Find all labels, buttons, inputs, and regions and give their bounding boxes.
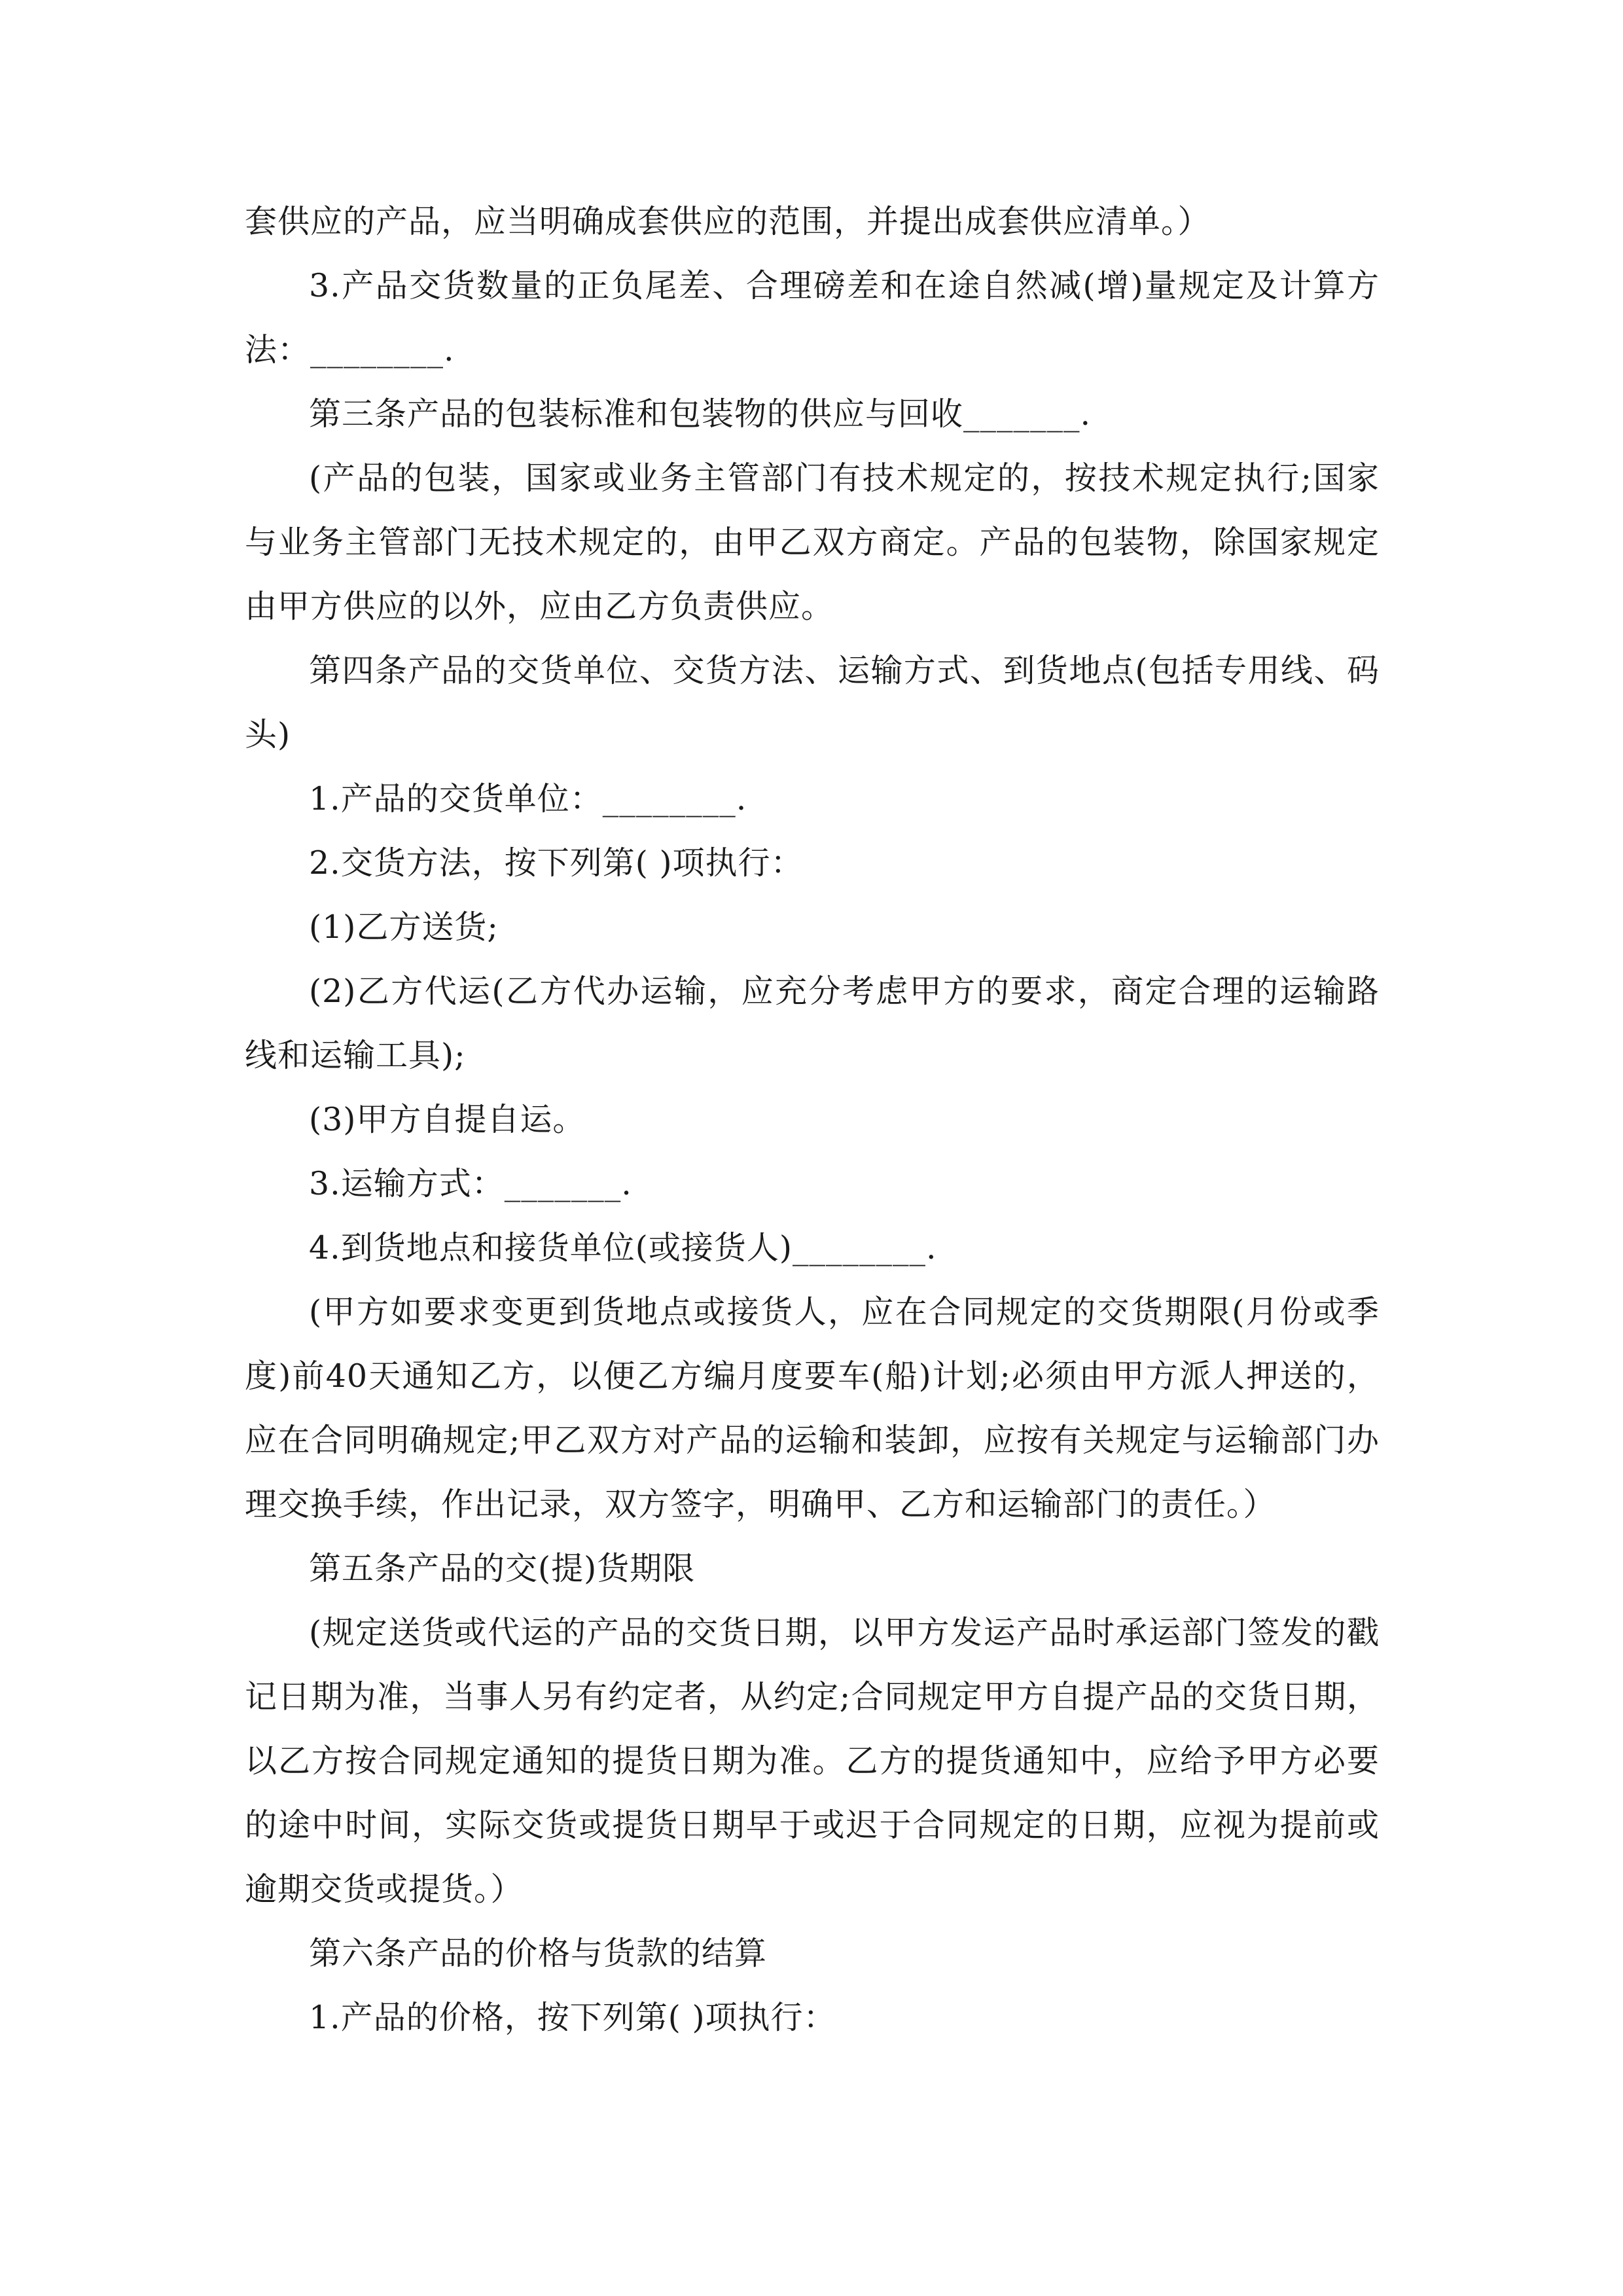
paragraph-destination: 4.到货地点和接货单位(或接货人)________. <box>309 1229 937 1266</box>
paragraph-delivery-method: 2.交货方法，按下列第( )项执行： <box>309 844 804 882</box>
paragraph-complete-supply-note: 套供应的产品，应当明确成套供应的范围，并提出成套供应清单。） <box>245 203 1211 240</box>
paragraph-option-2: (2)乙方代运(乙方代办运输，应充分考虑甲方的要求，商定合理的运输路线和运输工具); <box>245 973 1380 1074</box>
paragraph-option-3: (3)甲方自提自运。 <box>309 1101 586 1138</box>
article-5-heading: 第五条产品的交(提)货期限 <box>309 1550 696 1587</box>
article-3-heading: 第三条产品的包装标准和包装物的供应与回收_______. <box>309 395 1092 433</box>
article-6-heading: 第六条产品的价格与货款的结算 <box>309 1935 768 1972</box>
paragraph-delivery-unit: 1.产品的交货单位：________. <box>309 780 747 817</box>
document-body <box>245 190 1380 2050</box>
paragraph-packaging-note: (产品的包装，国家或业务主管部门有技术规定的，按技术规定执行;国家与业务主管部门无技术规定的，由甲乙双方商定。产品的包装物，除国家规定由甲方供应的以外，应由乙方负责供应。 <box>245 459 1380 625</box>
paragraph-delivery-date-note: (规定送货或代运的产品的交货日期，以甲方发运产品时承运部门签发的戳记日期为准，当事人另有约定者，从约定;合同规定甲方自提产品的交货日期，以乙方按合同规定通知的提货日期为准。乙方的提货通知中，应给予甲方必要的途中时间，实际交货或提货日期早于或迟于合同规定的日期，应视为提前或逾期交货或提货。） <box>245 1614 1380 1908</box>
paragraph-quantity-tolerance: 3.产品交货数量的正负尾差、合理磅差和在途自然减(增)量规定及计算方法：________. <box>245 267 1380 368</box>
paragraph-destination-change-note: (甲方如要求变更到货地点或接货人，应在合同规定的交货期限(月份或季度)前40天通知乙方，以便乙方编月度要车(船)计划;必须由甲方派人押送的，应在合同明确规定;甲乙双方对产品的运输和装卸，应按有关规定与运输部门办理交换手续，作出记录，双方签字，明确甲、乙方和运输部门的责任。） <box>245 1293 1380 1523</box>
paragraph-option-1: (1)乙方送货; <box>309 908 499 946</box>
paragraph-transport-mode: 3.运输方式：_______. <box>309 1165 632 1202</box>
paragraph-price: 1.产品的价格，按下列第( )项执行： <box>309 1999 836 2036</box>
article-4-heading: 第四条产品的交货单位、交货方法、运输方式、到货地点(包括专用线、码头) <box>245 652 1380 753</box>
